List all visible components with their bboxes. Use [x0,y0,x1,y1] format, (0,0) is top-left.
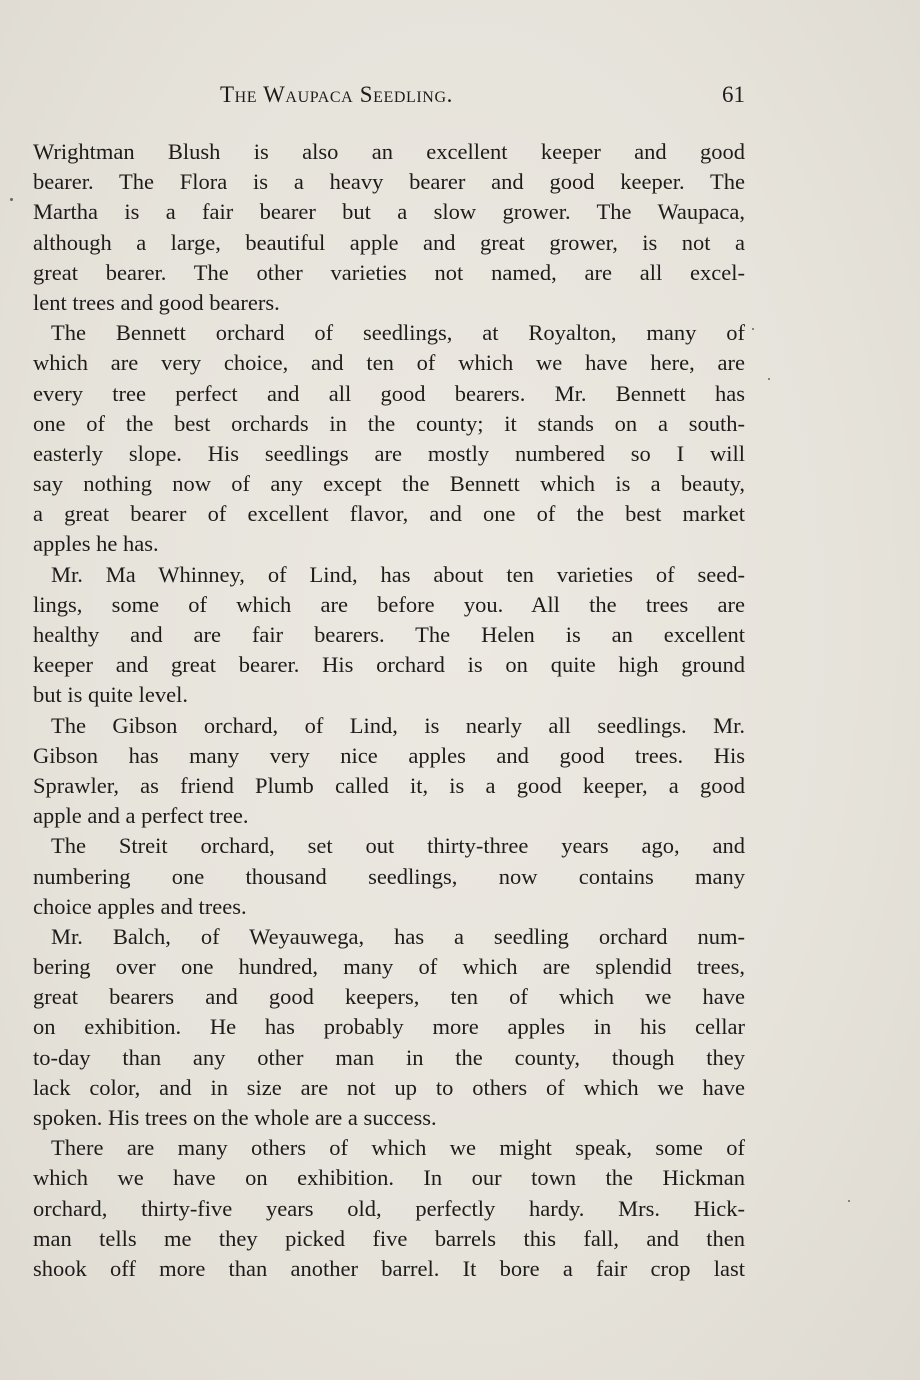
text-line: man tells me they picked five barrels this fall, and then [33,1225,745,1251]
text-line: choice apples and trees. [33,893,247,919]
running-head [33,82,745,114]
text-line: Gibson has many very nice apples and good trees. His [33,742,745,768]
paper-speck [752,328,754,330]
text-line: but is quite level. [33,682,188,708]
text-line: The Bennett orchard of seedlings, at Royalton, many of [51,320,745,346]
text-line: shook off more than another barrel. It bore a fair crop last [33,1255,745,1281]
text-line: spoken. His trees on the whole are a success. [33,1105,437,1130]
paper-speck [10,198,13,201]
text-line: great bearers and good keepers, ten of which we have [33,984,745,1010]
text-line: The Gibson orchard, of Lind, is nearly all seedlings. Mr. [51,712,745,738]
running-title: The Waupaca Seedling. [220,82,453,107]
text-line: Mr. Balch, of Weyauwega, has a seedling orchard num- [51,923,745,949]
text-line: numbering one thousand seedlings, now contains many [33,863,745,889]
text-line: healthy and are fair bearers. The Helen is an excellent [33,622,745,647]
text-line: easterly slope. His seedlings are mostly numbered so I will [33,440,745,466]
text-line: bering over one hundred, many of which are splendid trees, [33,954,745,980]
text-line: apples he has. [33,531,159,557]
page-number: 61 [722,82,745,107]
paper-speck [768,378,770,380]
text-line: which are very choice, and ten of which we have here, are [33,350,745,376]
text-line: which we have on exhibition. In our town the Hickman [33,1165,745,1191]
text-line: one of the best orchards in the county; it stands on a south- [33,410,745,436]
body-text [33,137,745,1284]
text-line: Wrightman Blush is also an excellent keeper and good [33,139,745,164]
text-line: lings, some of which are before you. All the trees are [33,591,745,617]
text-line: keeper and great bearer. His orchard is on quite high ground [33,652,745,678]
text-line: on exhibition. He has probably more apples in his cellar [33,1014,745,1040]
text-line: say nothing now of any except the Bennett which is a beauty, [33,471,745,497]
text-line: There are many others of which we might speak, some of [51,1135,745,1161]
text-line: lack color, and in size are not up to others of which we have [33,1074,745,1100]
text-line: to-day than any other man in the county, though they [33,1044,745,1070]
text-line: a great bearer of excellent flavor, and one of the best market [33,501,745,527]
text-line: apple and a perfect tree. [33,803,249,829]
text-line: bearer. The Flora is a heavy bearer and good keeper. The [33,169,745,195]
paper-speck [848,1200,850,1202]
text-line: The Streit orchard, set out thirty-three years ago, and [51,833,745,859]
text-line: Mr. Ma Whinney, of Lind, has about ten varieties of seed- [51,561,745,587]
text-line: lent trees and good bearers. [33,289,280,315]
text-line: although a large, beautiful apple and great grower, is not a [33,229,745,255]
text-line: every tree perfect and all good bearers. Mr. Bennett has [33,380,745,406]
text-line: Sprawler, as friend Plumb called it, is a good keeper, a good [33,772,745,798]
text-line: great bearer. The other varieties not named, are all excel- [33,259,745,285]
text-line: orchard, thirty-five years old, perfectly hardy. Mrs. Hick- [33,1195,745,1221]
text-line: Martha is a fair bearer but a slow grower. The Waupaca, [33,199,745,225]
